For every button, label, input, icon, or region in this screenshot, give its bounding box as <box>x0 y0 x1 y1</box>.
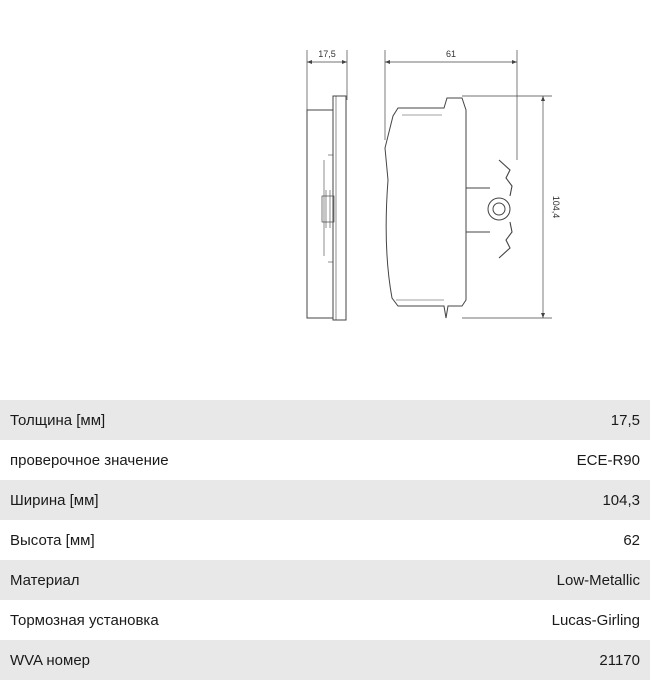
table-row <box>0 400 650 440</box>
spec-value: 104,3 <box>602 491 640 509</box>
spec-label: проверочное значение <box>10 451 169 469</box>
table-row <box>0 560 650 600</box>
spec-label: Высота [мм] <box>10 531 95 549</box>
spec-value: Lucas-Girling <box>551 611 640 629</box>
spec-label: WVA номер <box>10 651 91 669</box>
height-label: 104,4 <box>551 195 561 219</box>
spec-value: ECE-R90 <box>576 451 640 469</box>
pad-side-view <box>307 96 346 320</box>
spec-label: Толщина [мм] <box>10 411 106 429</box>
spec-label: Ширина [мм] <box>10 491 99 509</box>
table-row <box>0 600 650 640</box>
table-row <box>0 640 650 680</box>
table-row <box>0 440 650 480</box>
table-row <box>0 480 650 520</box>
spec-value: 21170 <box>599 651 640 669</box>
spec-value: 17,5 <box>610 411 640 429</box>
table-row <box>0 520 650 560</box>
pad-front-view <box>385 98 512 318</box>
spec-value: 62 <box>623 531 640 549</box>
width-label: 61 <box>445 49 457 59</box>
spec-label: Материал <box>10 571 80 589</box>
specifications-table <box>0 400 650 680</box>
spec-label: Тормозная установка <box>10 611 159 629</box>
thickness-label: 17,5 <box>318 49 336 59</box>
spec-value: Low-Metallic <box>556 571 640 589</box>
